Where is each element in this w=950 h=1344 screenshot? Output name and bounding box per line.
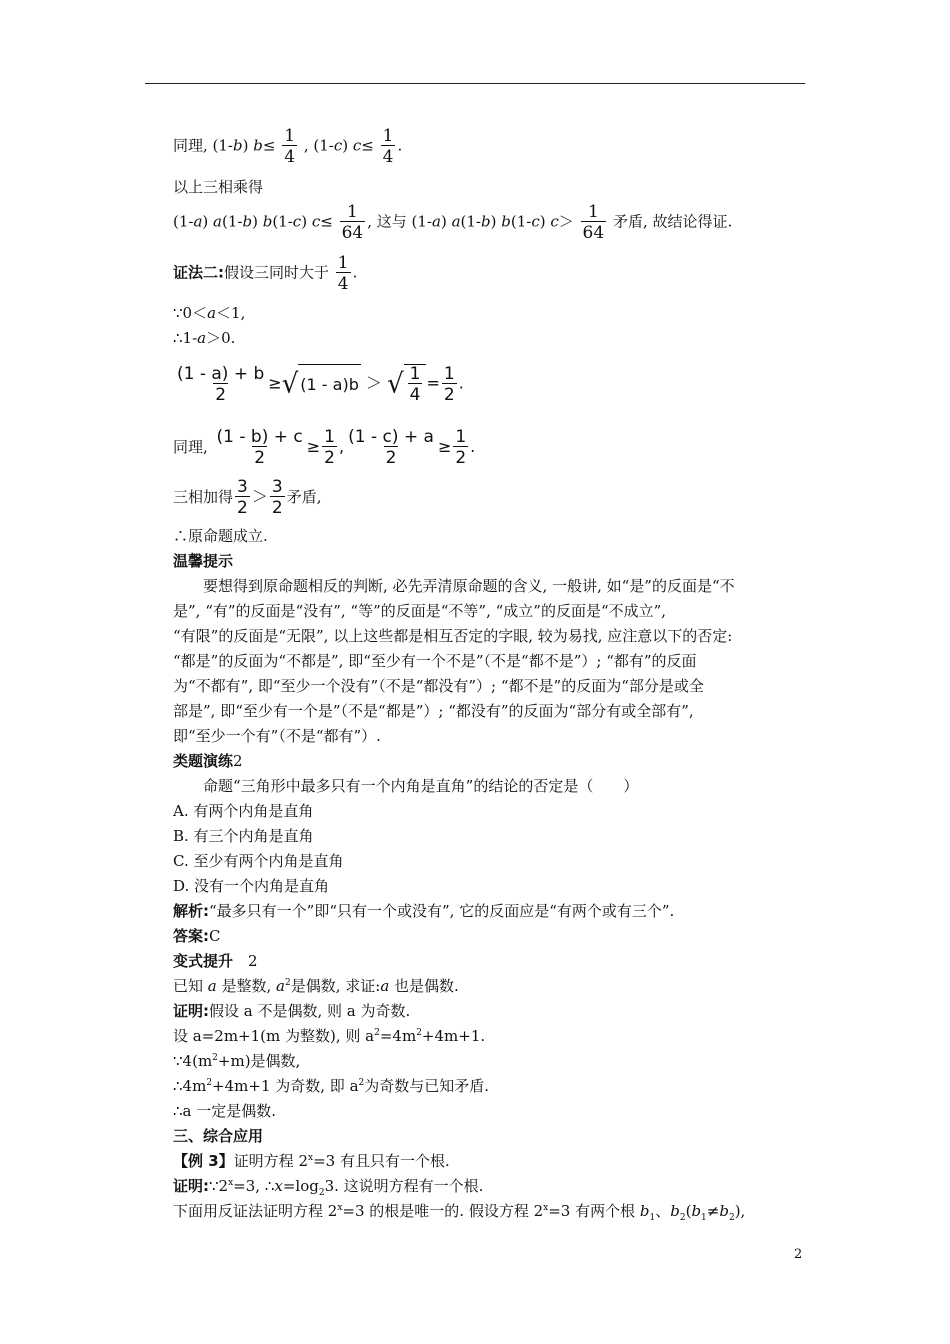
tip-line: 部是”, 即“至少有一个是”（不是“都是”）; “都没有”的反面为“部分有或全部有”, [173, 702, 694, 720]
answer: 答案:C [173, 927, 221, 945]
fraction: $\frac{1}{2}$ [324, 427, 335, 468]
fraction: $\frac{1}{64}$ [582, 202, 605, 243]
tip-line: 要想得到原命题相反的判断, 必先弄清原命题的含义, 一般讲, 如“是”的反面是“不 [173, 577, 735, 595]
fraction: $\frac{1}{2}$ [443, 363, 455, 405]
tip-line: 即“至少一个有”（不是“都有”）. [173, 727, 381, 745]
fraction: $\frac{1}{4}$ [409, 364, 421, 405]
text-line: (1-a) a(1-b) b(1-c) c≤ $\frac{1}{64}$ , 这与 (1-a) a(1-b) b(1-c) c＞ $\frac{1}{64}$ 矛盾, 故结论得证. [173, 202, 733, 243]
text-line: ∵0＜a＜1, [173, 304, 246, 322]
fraction: $\frac{3}{2}$ [237, 477, 248, 518]
fraction: $\frac{1}{4}$ [337, 253, 349, 294]
tip-line: 为“不都有”, 即“至少一个没有”（不是“都没有”）; “都不是”的反面为“部分是或全 [173, 677, 704, 695]
page-number: 2 [794, 1247, 803, 1262]
proof-line: 证明:假设 a 不是偶数, 则 a 为奇数. [173, 1002, 411, 1020]
section-heading: 三、综合应用 [173, 1127, 264, 1145]
fraction: $\frac{1}{4}$ [382, 126, 394, 167]
proof-line: 下面用反证法证明方程 $2^x=3$ 的根是唯一的. 假设方程 $2^x=3$ 有两个根 $b_1$、$b_2(b_1\ne b_2)$, [173, 1202, 746, 1223]
fraction: $\frac{(1 - c) + a}{2}$ [348, 427, 434, 468]
example-line: 【例 3】证明方程 $2^x=3$ 有且只有一个根. [173, 1152, 450, 1170]
text-line: 同理, (1-b) b≤ $\frac{1}{4}$ , (1-c) c≤ $\frac{1}{4}$ . [173, 126, 403, 167]
proof-line: ∴a 一定是偶数. [173, 1102, 277, 1120]
fraction: $\frac{1}{4}$ [284, 126, 296, 167]
tip-line: 是”, “有”的反面是“没有”, “等”的反面是“不等”, “成立”的反面是“不成立”, [173, 602, 667, 620]
option-d: D. 没有一个内角是直角 [173, 877, 330, 895]
text-line: ∴原命题成立. [173, 527, 268, 545]
text-line: 以上三相乘得 [173, 178, 264, 196]
header-rule [145, 83, 805, 84]
option-b: B. 有三个内角是直角 [173, 827, 314, 845]
fraction: $\frac{1}{64}$ [341, 202, 364, 243]
proof-line: $\because 4(m^2+m)$是偶数, [173, 1052, 301, 1070]
tip-line: “有限”的反面是“无限”, 以上这些都是相互否定的字眼, 较为易找, 应注意以下的否定: [173, 627, 733, 645]
option-a: A. 有两个内角是直角 [173, 802, 314, 820]
formula-line: 同理, $\frac{(1 - b) + c}{2}$ ≥ $\frac{1}{2}$ , $\frac{(1 - c) + a}{2}$ ≥ $\frac{1}{2}$ . [173, 427, 476, 468]
section-title: 变式提升 2 [173, 952, 258, 970]
fraction: $\frac{(1 - b) + c}{2}$ [216, 427, 303, 468]
option-c: C. 至少有两个内角是直角 [173, 852, 344, 870]
proof-line: $\therefore 4m^2+4m+1$ 为奇数, 即 $a^2$为奇数与已知矛盾. [173, 1077, 490, 1095]
proof-line: 证明$:\because 2^x=3$, $\therefore x=\log_23$. 这说明方程有一个根. [173, 1177, 484, 1198]
analysis: 解析:“最多只有一个”即“只有一个或没有”, 它的反面应是“有两个或有三个”. [173, 902, 675, 920]
text-line: 证法二:假设三同时大于 $\frac{1}{4}$ . [173, 253, 358, 294]
proof-line: 设 a=2m+1(m 为整数), 则 $a^2=4m^2+4m+1$. [173, 1027, 486, 1045]
section-title: 温馨提示 [173, 552, 234, 570]
fraction: $\frac{(1 - a) + b}{2}$ [177, 363, 265, 405]
fraction: $\frac{3}{2}$ [271, 477, 283, 518]
text-line: ∴1-a＞0. [173, 329, 236, 347]
formula-line: 三相加得 $\frac{3}{2}$ ＞ $\frac{3}{2}$ 矛盾, [173, 477, 322, 518]
tip-line: “都是”的反面为“不都是”, 即“至少有一个不是”（不是“都不是”）; “都有”的反面 [173, 652, 697, 670]
fraction: $\frac{1}{2}$ [455, 427, 467, 468]
formula-line: $\frac{(1 - a) + b}{2}$ ≥ √ (1 - a)b ＞ √ $\frac{1}{4}$ = $\frac{1}{2}$ . [177, 363, 464, 405]
question-text: 命题“三角形中最多只有一个内角是直角”的结论的否定是（ ） [173, 777, 639, 795]
section-title: 类题演练2 [173, 752, 243, 770]
text-line: 已知 a 是整数, $a^2$是偶数, 求证:a 也是偶数. [173, 977, 459, 995]
